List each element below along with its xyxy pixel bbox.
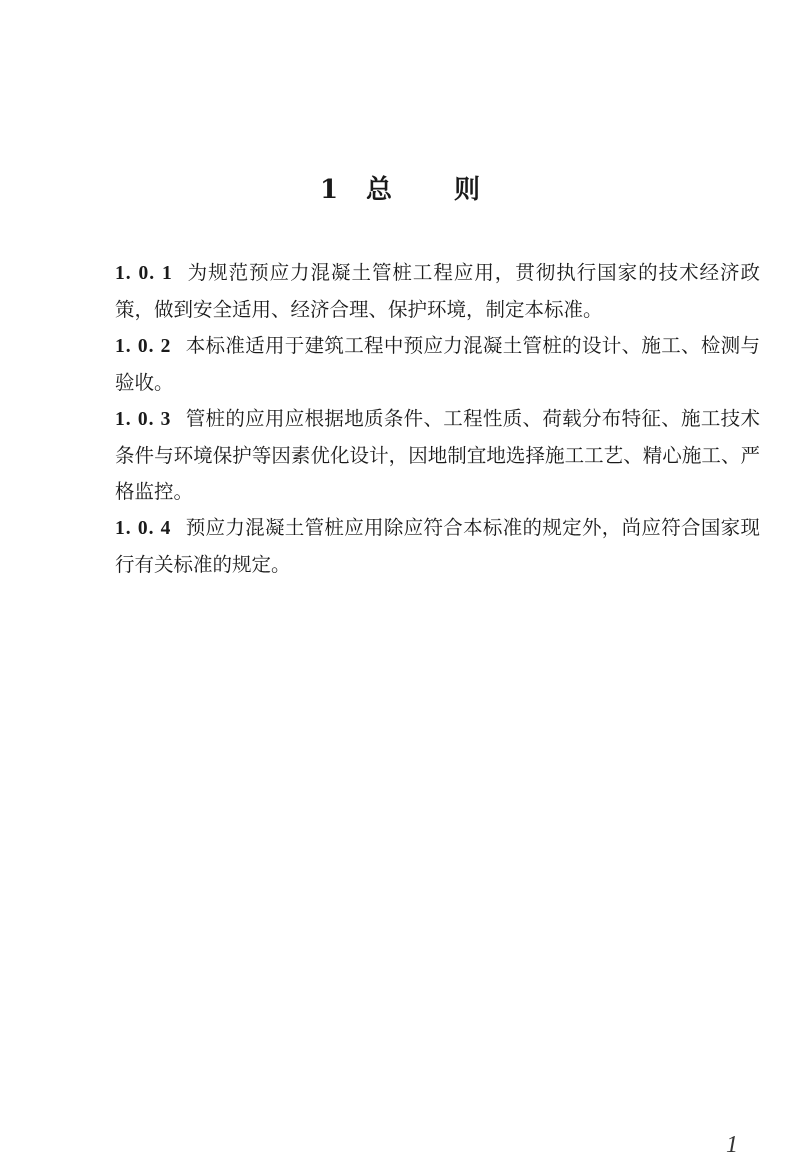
chapter-number: 1 bbox=[319, 175, 339, 205]
clause-1-0-1 bbox=[115, 255, 760, 328]
clause-1-0-4 bbox=[115, 510, 760, 583]
clause-list bbox=[115, 255, 760, 583]
clause-number: 1. 0. 4 bbox=[115, 518, 172, 539]
chapter-title-char-1: 总 bbox=[366, 175, 393, 205]
clause-1-0-2 bbox=[115, 328, 760, 401]
chapter-title bbox=[0, 170, 800, 210]
page-number: 1 bbox=[726, 1132, 738, 1158]
clause-1-0-3 bbox=[115, 401, 760, 510]
chapter-title-char-2: 则 bbox=[454, 175, 481, 205]
clause-text: 为规范预应力混凝土管桩工程应用，贯彻执行国家的技术经济政策，做到安全适用、经济合理、保护环境，制定本标准。 bbox=[115, 261, 760, 321]
clause-number: 1. 0. 2 bbox=[115, 336, 172, 357]
clause-text: 预应力混凝土管桩应用除应符合本标准的规定外，尚应符合国家现行有关标准的规定。 bbox=[115, 516, 760, 576]
clause-number: 1. 0. 1 bbox=[115, 263, 173, 284]
clause-text: 管桩的应用应根据地质条件、工程性质、荷载分布特征、施工技术条件与环境保护等因素优化设计，因地制宜地选择施工工艺、精心施工、严格监控。 bbox=[115, 407, 760, 503]
clause-number: 1. 0. 3 bbox=[115, 409, 172, 430]
clause-text: 本标准适用于建筑工程中预应力混凝土管桩的设计、施工、检测与验收。 bbox=[115, 334, 760, 394]
